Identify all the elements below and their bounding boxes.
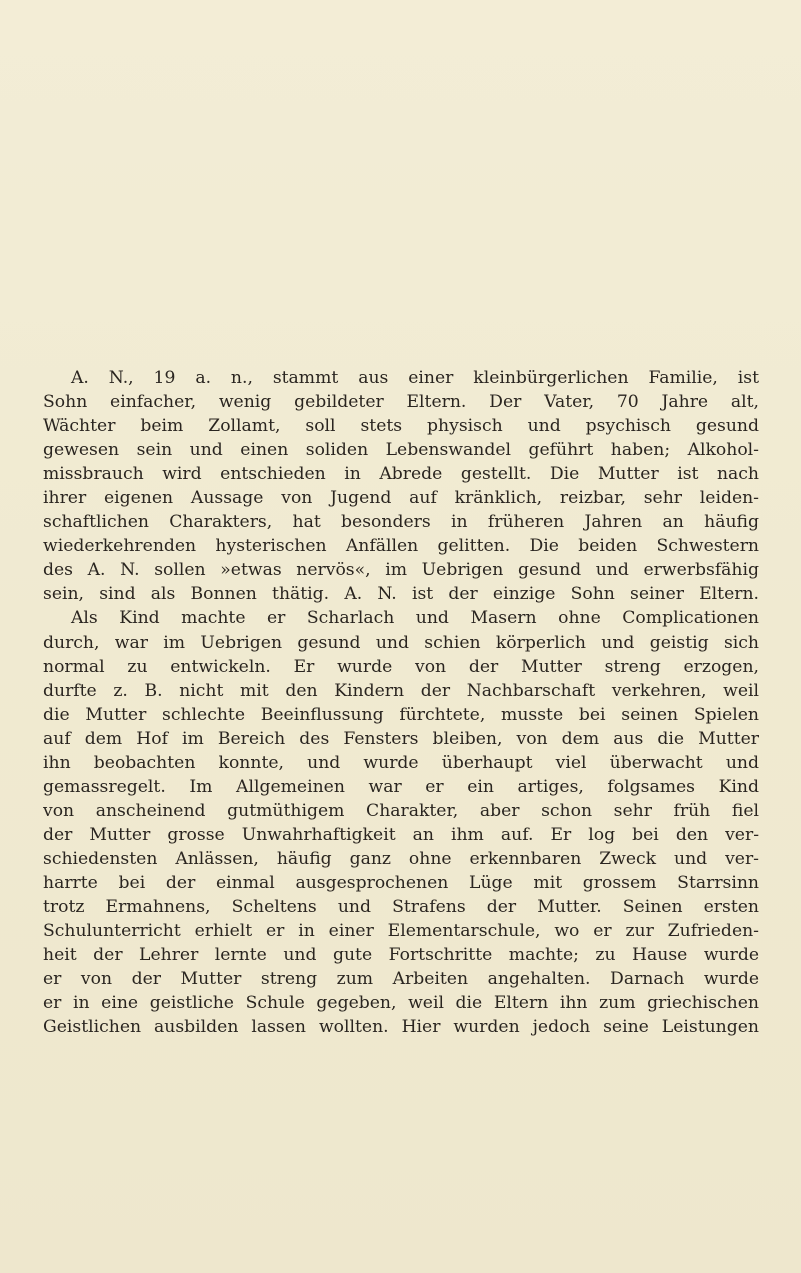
body-text xyxy=(43,366,759,1039)
text-line: schiedensten Anlässen, häufig ganz ohne erkennbaren Zweck und ver- xyxy=(43,848,759,869)
text-line: A. N., 19 a. n., stammt aus einer kleinbürgerlichen Familie, ist xyxy=(71,368,759,388)
text-line: missbrauch wird entschieden in Abrede gestellt. Die Mutter ist nach xyxy=(43,464,759,485)
text-line: durfte z. B. nicht mit den Kindern der Nachbarschaft verkehren, weil xyxy=(43,680,759,701)
text-line: schaftlichen Charakters, hat besonders in früheren Jahren an häufig xyxy=(43,512,759,533)
text-line: er von der Mutter streng zum Arbeiten angehalten. Darnach wurde xyxy=(43,969,759,990)
text-line: durch, war im Uebrigen gesund und schien körperlich und geistig sich xyxy=(43,632,759,653)
text-line: ihn beobachten konnte, und wurde überhaupt viel überwacht und xyxy=(43,752,759,773)
text-line: sein, sind als Bonnen thätig. A. N. ist der einzige Sohn seiner Eltern. xyxy=(43,584,759,605)
text-line: trotz Ermahnens, Scheltens und Strafens der Mutter. Seinen ersten xyxy=(43,897,759,918)
text-line: gewesen sein und einen soliden Lebenswandel geführt haben; Alkohol- xyxy=(43,440,759,461)
text-line: Schulunterricht erhielt er in einer Elementarschule, wo er zur Zufrieden- xyxy=(43,921,759,942)
text-line: er in eine geistliche Schule gegeben, weil die Eltern ihn zum griechischen xyxy=(43,993,759,1014)
text-line: gemassregelt. Im Allgemeinen war er ein artiges, folgsames Kind xyxy=(43,776,759,797)
text-line: harrte bei der einmal ausgesprochenen Lüge mit grossem Starrsinn xyxy=(43,872,759,893)
text-line: die Mutter schlechte Beeinflussung fürchtete, musste bei seinen Spielen xyxy=(43,704,759,725)
text-line: heit der Lehrer lernte und gute Fortschritte machte; zu Hause wurde xyxy=(43,945,759,966)
text-line: wiederkehrenden hysterischen Anfällen gelitten. Die beiden Schwestern xyxy=(43,536,759,557)
text-line: Sohn einfacher, wenig gebildeter Eltern. Der Vater, 70 Jahre alt, xyxy=(43,392,759,413)
text-line: Geistlichen ausbilden lassen wollten. Hier wurden jedoch seine Leistungen xyxy=(43,1017,759,1038)
text-line: normal zu entwickeln. Er wurde von der Mutter streng erzogen, xyxy=(43,656,759,677)
text-line: Als Kind machte er Scharlach und Masern ohne Complicationen xyxy=(71,608,759,629)
text-line: Wächter beim Zollamt, soll stets physisch und psychisch gesund xyxy=(43,416,759,437)
text-line: ihrer eigenen Aussage von Jugend auf kränklich, reizbar, sehr leiden- xyxy=(43,488,759,509)
text-line: auf dem Hof im Bereich des Fensters bleiben, von dem aus die Mutter xyxy=(43,728,759,749)
text-line: des A. N. sollen »etwas nervös«, im Uebrigen gesund und erwerbsfähig xyxy=(43,560,759,581)
text-line: der Mutter grosse Unwahrhaftigkeit an ihm auf. Er log bei den ver- xyxy=(43,824,759,845)
text-line: von anscheinend gutmüthigem Charakter, aber schon sehr früh fiel xyxy=(43,800,759,821)
